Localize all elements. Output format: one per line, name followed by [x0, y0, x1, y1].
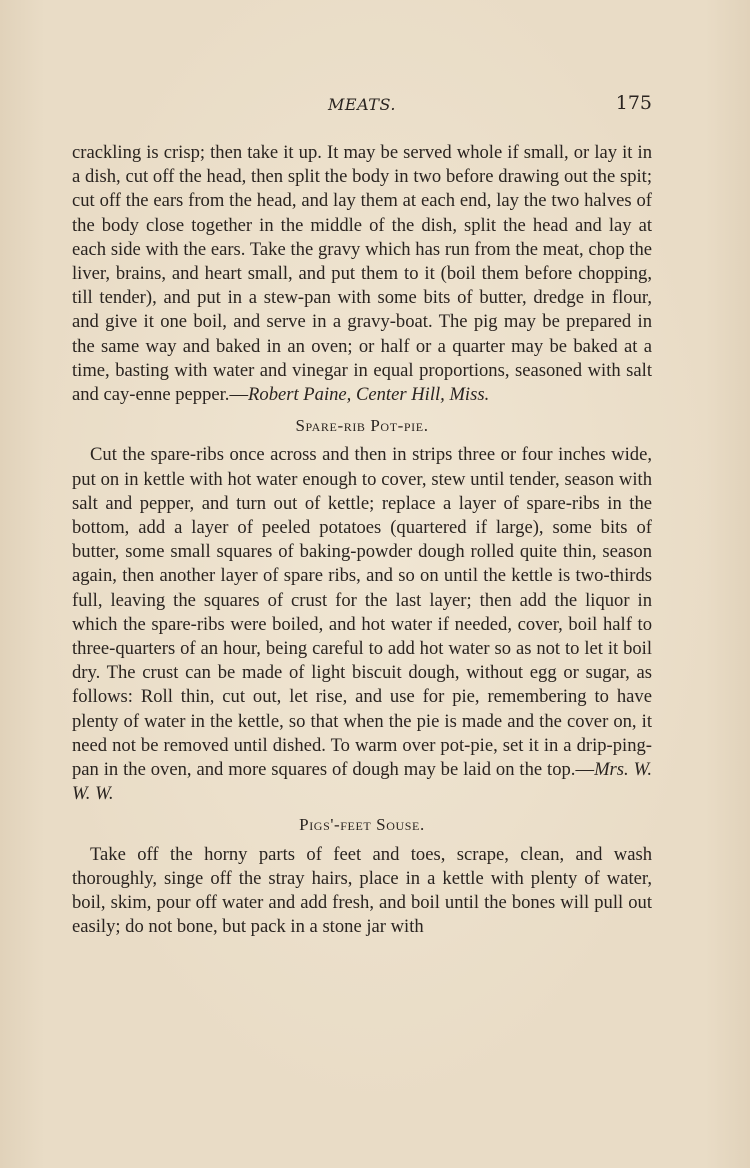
paragraph-text: Take off the horny parts of feet and toes, scrape, clean, and wash thoroughly, singe off the stray hairs, place in a kettle with plenty of water, boil, skim, pour off water and add fresh, and boil until the bones will pull out easily; do not bone, but pack in a stone jar with — [72, 843, 652, 938]
recipe-heading-pigs-feet-souse: Pigs'-feet Souse. — [299, 815, 425, 835]
running-head-title: MEATS. — [328, 95, 396, 114]
running-head — [72, 92, 652, 122]
recipe-signature: Mrs. W. W. W. — [72, 759, 653, 805]
recipe-continuation-paragraph — [72, 141, 652, 407]
page-number: 175 — [615, 92, 652, 114]
recipe-signature: Robert Paine, Center Hill, Miss. — [248, 384, 490, 406]
recipe-paragraph-pigs-feet-souse — [72, 843, 652, 940]
recipe-heading-spare-rib-pot-pie: Spare-rib Pot-pie. — [295, 416, 429, 436]
paragraph-text: crackling is crisp; then take it up. It may be served whole if small, or lay it in a dish, cut off the head, then split the body in two before drawing out the spit; cut off the ears from the head, and lay them at each end, lay the two halves of the body close together in the middle of the dish, split the head and lay at each side with the ears. Take the gravy which has run from the meat, chop the liver, brains, and heart small, and put them to it (boil them before chopping, till tender), and put in a stew-pan with some bits of butter, dredge in flour, and give it one boil, and serve in a gravy-boat. The pig may be prepared in the same way and baked in an oven; or half or a quarter may be baked at a time, basting with water and vinegar in equal proportions, seasoned with salt and cay-enne pepper.— — [72, 142, 652, 406]
recipe-paragraph-spare-rib-pot-pie — [72, 443, 652, 806]
body-text — [72, 141, 652, 940]
paragraph-text: Cut the spare-ribs once across and then in strips three or four inches wide, put on in kettle with hot water enough to cover, stew until tender, season with salt and pepper, and turn out of kettle; replace a layer of spare-ribs in the bottom, add a layer of peeled potatoes (quartered if large), some bits of butter, some small squares of baking-powder dough rolled quite thin, season again, then another layer of spare ribs, and so on until the kettle is two-thirds full, leaving the squares of crust for the last layer; then add the liquor in which the spare-ribs were boiled, and hot water if needed, cover, boil half to three-quarters of an hour, being careful to add hot water so as not to let it boil dry. The crust can be made of light biscuit dough, without egg or sugar, as follows: Roll thin, cut out, let rise, and use for pie, remembering to have plenty of water in the kettle, so that when the pie is made and the cover on, it need not be removed until dished. To warm over pot-pie, set it in a drip-ping-pan in the oven, and more squares of dough may be laid on the top.— — [72, 444, 652, 781]
